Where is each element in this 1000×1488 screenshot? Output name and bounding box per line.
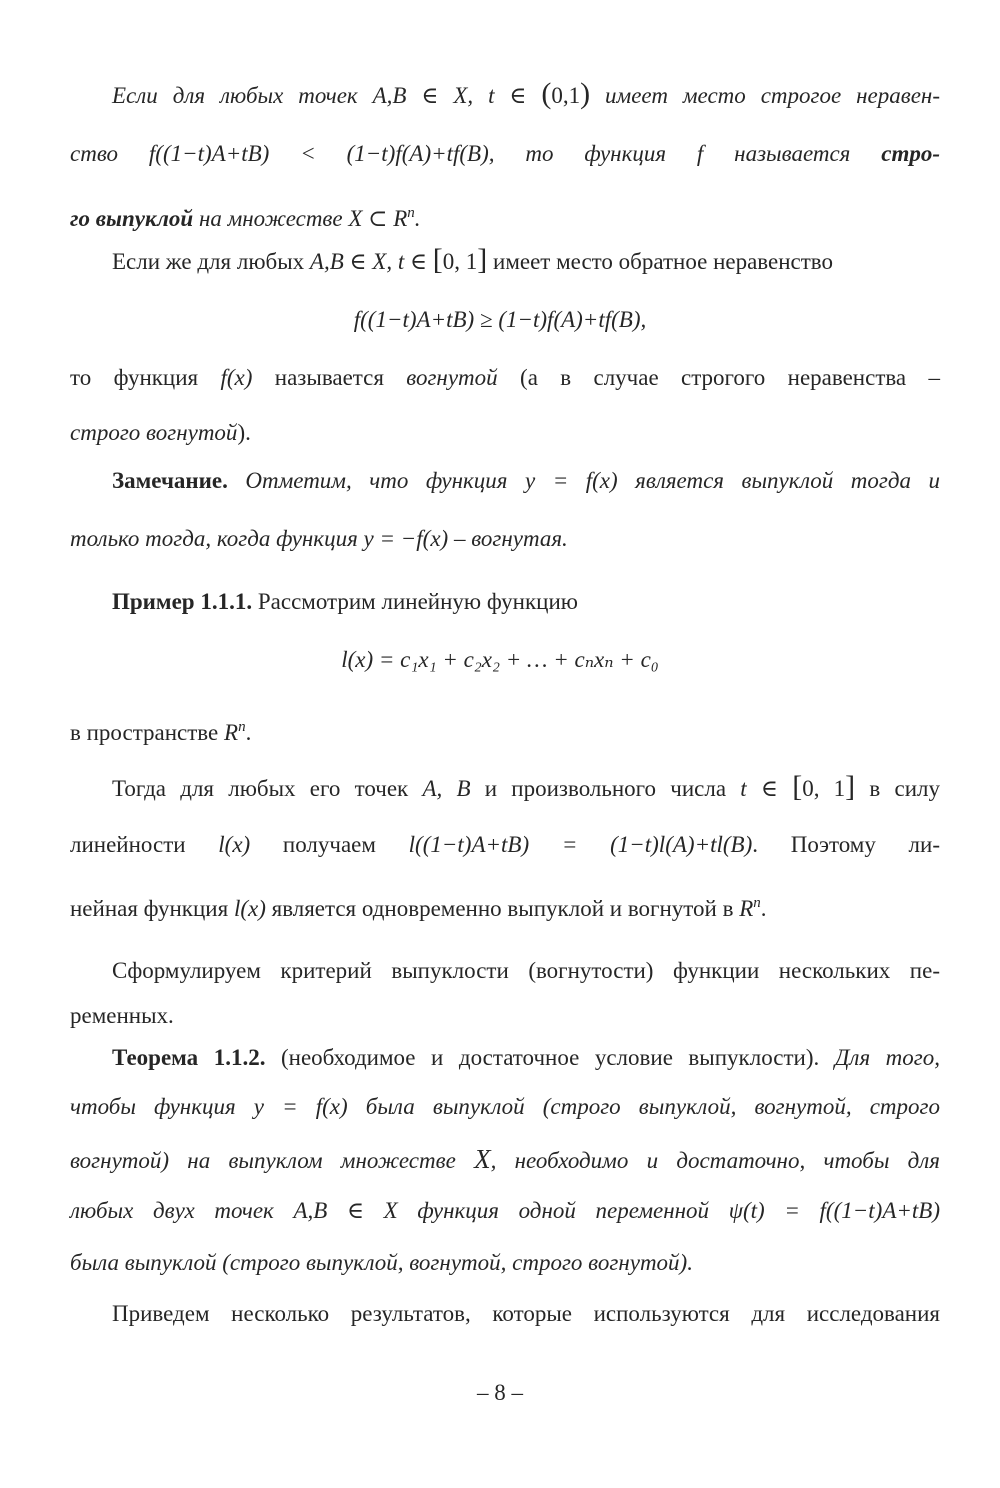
para1-line1-text: Если для любых точек (112, 83, 373, 108)
theorem-text-2: чтобы функция (70, 1094, 254, 1119)
math-sup-n-3: n (753, 895, 761, 911)
para3-line2 (70, 830, 940, 860)
theorem-text-8: была выпуклой (строго выпуклой, вогнутой, строго вогнутой). (70, 1250, 693, 1275)
math-t-in-3: t ∈ (740, 776, 793, 801)
para5-text: Приведем несколько результатов, которые используются для исследования (112, 1301, 940, 1326)
remark-line2 (70, 524, 940, 554)
theorem-line3 (70, 1144, 940, 1176)
example-line1 (112, 587, 940, 617)
math-y-fx: y = f(x) (524, 468, 618, 493)
para2-line1-end: имеет место обратное неравенство (487, 249, 833, 274)
para1-line3 (70, 198, 940, 234)
para3-line1-end: в силу (855, 776, 940, 801)
term-strictly-concave: строго вогнутой (70, 420, 238, 445)
psi-formula: ψ(t) = f((1−t)A+tB) (728, 1198, 940, 1223)
para1-line2-post: называется (703, 141, 882, 166)
theorem-text-1: Для того, (834, 1045, 941, 1070)
page-number (0, 1378, 1000, 1408)
para3-line3 (70, 888, 940, 924)
page-number-text: – 8 – (477, 1380, 523, 1405)
math-ab-in-x-3: A,B ∈ X (293, 1198, 398, 1223)
math-fx: f(x) (220, 365, 253, 390)
para2-line3-mid: называется (252, 365, 407, 390)
linear-function-formula (0, 645, 1000, 675)
math-x: X (474, 1144, 491, 1174)
math-r-2: R (739, 896, 754, 921)
para3-line3-post: является одновременно выпуклой и вогнутой в (265, 896, 740, 921)
theorem-text-5: , необходимо и достаточно, чтобы для (490, 1148, 940, 1173)
example-text: Рассмотрим линейную функцию (252, 589, 578, 614)
math-ab-in-x-2: A,B ∈ X, (309, 249, 398, 274)
para3-line3-text: нейная функция (70, 896, 234, 921)
para4-line1 (112, 956, 940, 986)
para1-line3-mid: на множестве (193, 206, 349, 231)
remark-label: Замечание. (112, 468, 228, 493)
para3-line2-end: . Поэтому ли- (752, 832, 940, 857)
remark-text-1: Отметим, что функция (227, 468, 525, 493)
math-lx-2: l(x) (233, 896, 266, 921)
example-space-line (70, 712, 940, 748)
para2-line4-end: ). (237, 420, 251, 445)
space-text: в пространстве (70, 720, 224, 745)
para4-line2 (70, 1001, 940, 1031)
remark-text-2: является выпуклой тогда и (617, 468, 941, 493)
math-y-minus-fx: y = −f(x) (363, 526, 449, 551)
para1-line1: Если для любых точек A,B ∈ X, t ∈ (0,1) имеет место строгое неравен- (112, 77, 941, 110)
math-y-fx-2: y = f(x) (253, 1094, 348, 1119)
para3-line1: Тогда для любых его точек A, B и произвольного числа t ∈ [0, 1] в силу (112, 770, 940, 803)
period-3: . (760, 896, 767, 921)
remark-text-3: только тогда, когда функция (70, 526, 364, 551)
example-label: Пример 1.1.1. (112, 589, 253, 614)
para2-line1: Если же для любых A,B ∈ X, t ∈ [0, 1] имеет место обратное неравенство (112, 243, 833, 276)
math-interval-2: 0, 1 (442, 249, 478, 274)
remark-text-4: – вогнутая. (448, 526, 568, 551)
theorem-text-7: функция одной переменной (397, 1198, 729, 1223)
period: . (414, 206, 421, 231)
math-lx: l(x) (218, 832, 251, 857)
math-x-subset-r: X ⊂ R (348, 206, 408, 231)
para1-line2-mid: , то функция (488, 141, 697, 166)
para1-line2 (70, 139, 940, 169)
term-strictly-convex-2: го выпуклой (70, 206, 194, 231)
math-ab-in-x: A,B ∈ X, (372, 83, 489, 108)
term-concave: вогнутой (406, 365, 498, 390)
math-sup-n: n (407, 205, 415, 221)
math-r: R (224, 720, 239, 745)
para2-line3 (70, 363, 940, 393)
formula-rhs: c₁x₁ + c₂x₂ + … + cₙxₙ + c₀ (400, 647, 659, 672)
para3-line2-text: линейности (70, 832, 219, 857)
para4-text-2: ременных. (70, 1003, 174, 1028)
math-interval-3: 0, 1 (802, 776, 846, 801)
theorem-line2 (70, 1092, 940, 1122)
theorem-text-6: любых двух точек (70, 1198, 294, 1223)
theorem-line4 (70, 1196, 940, 1226)
para4-text-1: Сформулируем критерий выпуклости (вогнутости) функции нескольких пе- (112, 958, 940, 983)
math-interval: 0,1 (551, 83, 581, 108)
theorem-line1 (112, 1043, 940, 1073)
para3-line1-mid: и произвольного числа (470, 776, 741, 801)
theorem-text-3: была выпуклой (строго выпуклой, вогнутой, строго (347, 1094, 940, 1119)
theorem-title: (необходимое и достаточное условие выпуклости). (265, 1045, 835, 1070)
math-a-b: A, B (422, 776, 471, 801)
math-f: f (696, 141, 704, 166)
theorem-line5 (70, 1248, 940, 1278)
concave-inequality: f((1−t)A+tB) ≥ (1−t)f(A)+tf(B), (353, 307, 647, 332)
term-strictly-convex-1: стро- (881, 141, 941, 166)
math-t-in: t ∈ (488, 83, 542, 108)
para5-line1 (112, 1299, 940, 1329)
theorem-label: Теорема 1.1.2. (112, 1045, 266, 1070)
para1-line1-end: имеет место строгое неравен- (590, 83, 941, 108)
math-sup-n-2: n (238, 719, 246, 735)
remark-line1 (112, 466, 940, 496)
strict-convex-formula: f((1−t)A+tB) < (1−t)f(A)+tf(B) (148, 141, 489, 166)
math-t-in-2: t ∈ (397, 249, 433, 274)
para2-line3-post: (а в случае строгого неравенства – (497, 365, 940, 390)
para3-line2-mid: получаем (250, 832, 409, 857)
concave-formula (0, 305, 1000, 335)
para2-line3-text: то функция (70, 365, 221, 390)
period-2: . (245, 720, 252, 745)
linearity-formula: l((1−t)A+tB) = (1−t)l(A)+tl(B) (408, 832, 753, 857)
para3-line1-text: Тогда для любых его точек (112, 776, 423, 801)
para1-line2-text: ство (70, 141, 149, 166)
formula-lhs: l(x) = (341, 647, 401, 672)
para2-line1-text: Если же для любых (112, 249, 310, 274)
theorem-text-4: вогнутой) на выпуклом множестве (70, 1148, 475, 1173)
para2-line4 (70, 418, 940, 448)
